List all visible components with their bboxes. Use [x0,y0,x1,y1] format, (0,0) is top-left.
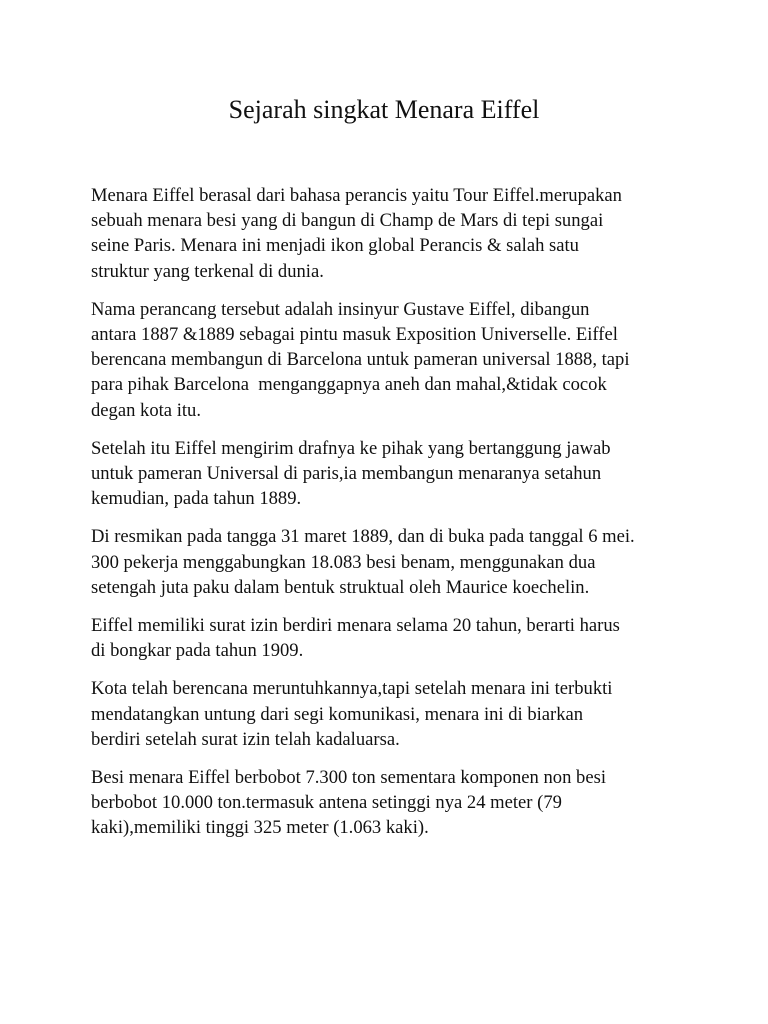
text-line: Menara Eiffel berasal dari bahasa perancis yaitu Tour Eiffel.merupakan [91,185,622,206]
text-line: antara 1887 &1889 sebagai pintu masuk Exposition Universelle. Eiffel [91,324,618,346]
text-line: Eiffel memiliki surat izin berdiri menara selama 20 tahun, berarti harus [91,615,620,637]
text-line: Nama perancang tersebut adalah insinyur Gustave Eiffel, dibangun [91,298,590,320]
text-line: berbobot 10.000 ton.termasuk antena setinggi nya 24 meter (79 [91,792,562,814]
paragraph-7 [91,765,681,841]
paragraph-1 [91,183,681,284]
text-line: berdiri setelah surat izin telah kadaluarsa. [91,728,400,750]
text-line: para pihak Barcelona menganggapnya aneh dan mahal,&tidak cocok [91,374,607,396]
text-line: sebuah menara besi yang di bangun di Champ de Mars di tepi sungai [91,210,604,232]
text-line: untuk pameran Universal di paris,ia membangun menaranya setahun [91,463,602,485]
paragraph-2 [91,297,681,423]
paragraph-6 [91,676,681,752]
text-line: mendatangkan untung dari segi komunikasi, menara ini di biarkan [91,703,584,725]
text-line: di bongkar pada tahun 1909. [91,640,304,662]
text-line: struktur yang terkenal di dunia. [91,260,324,282]
text-line: Di resmikan pada tangga 31 maret 1889, dan di buka pada tanggal 6 mei. [91,526,635,548]
paragraph-3 [91,436,681,512]
text-line: Besi menara Eiffel berbobot 7.300 ton sementara komponen non besi [91,767,606,789]
text-line: kemudian, pada tahun 1889. [91,488,302,510]
paragraph-4 [91,524,681,600]
text-line: Kota telah berencana meruntuhkannya,tapi setelah menara ini terbukti [91,678,613,700]
text-line: seine Paris. Menara ini menjadi ikon global Perancis & salah satu [91,235,579,257]
text-line: 300 pekerja menggabungkan 18.083 besi benam, menggunakan dua [91,551,596,573]
text-line: setengah juta paku dalam bentuk struktual oleh Maurice koechelin. [91,576,590,598]
document-title: Sejarah singkat Menara Eiffel [228,95,540,124]
text-line: degan kota itu. [91,399,201,421]
text-line: berencana membangun di Barcelona untuk pameran universal 1888, tapi [91,349,630,371]
paragraph-5 [91,613,681,663]
document-body [91,183,681,854]
text-line: kaki),memiliki tinggi 325 meter (1.063 kaki). [91,817,429,839]
text-line: Setelah itu Eiffel mengirim drafnya ke pihak yang bertanggung jawab [91,437,611,459]
